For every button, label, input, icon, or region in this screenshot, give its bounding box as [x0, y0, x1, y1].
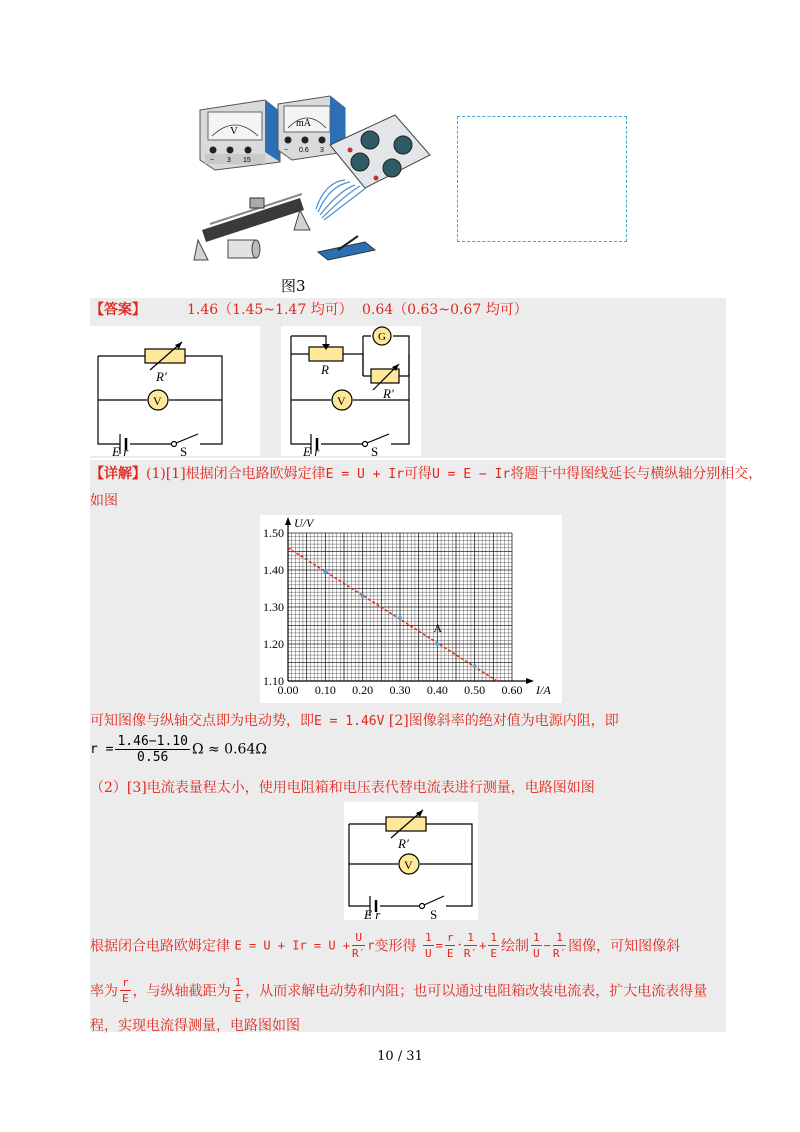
y-tick-label: 1.40: [263, 563, 284, 577]
wires: [316, 180, 366, 220]
answer-value-2: 0.64（0.63~0.67 均可）: [362, 302, 528, 318]
y-tick-label: 1.50: [263, 526, 284, 540]
u-i-chart: [260, 515, 562, 703]
x-tick-label: 0.30: [389, 683, 411, 697]
svg-text:R: R: [321, 362, 329, 377]
r-formula: r = $\frac{1.46-1.10}{0.56}$ Ω ≈ 0.64Ω: [90, 734, 267, 765]
x-axis-arrow: [526, 678, 534, 684]
svg-text:S: S: [371, 444, 379, 456]
detail-line-para4: 率为 $\frac{r}{E}$ ，与纵轴截距为 $\frac{1}{E}$ ，从而求解电动势和内阻；也可以通过电阻箱改装电流表，扩大电流表得量: [90, 976, 708, 1005]
detail-line-para3: 根据闭合电路欧姆定律 E = U + Ir = U + $\frac{U}{R'}$ r变形得 $\frac{1}{U}$ = $\frac{r}{E}$ · $\frac{1}{R'}$ + $\frac{1}{E}$ 绘制 $\frac{1}{U}$ − $\frac{1}{R'}$ 图像，可知图像斜: [90, 931, 681, 960]
svg-text:R′: R′: [156, 369, 167, 384]
data-point: [323, 570, 327, 574]
svg-text:3: 3: [320, 147, 324, 154]
svg-text:15: 15: [243, 157, 251, 164]
voltmeter-unit: V: [230, 125, 238, 137]
y-tick-label: 1.20: [263, 637, 284, 651]
figure3-caption: 图3: [281, 277, 306, 295]
x-tick-label: 0.50: [464, 683, 486, 697]
circuit-diagram-3: [344, 802, 478, 920]
page-number: 10 / 31: [377, 1049, 423, 1064]
detail-label: 【详解】: [90, 466, 146, 482]
x-tick-label: 0.20: [352, 683, 374, 697]
knife-switch: [318, 236, 375, 260]
svg-text:3: 3: [227, 157, 231, 164]
y-tick-label: 1.10: [263, 674, 284, 688]
y-axis-label: U/V: [294, 516, 314, 530]
y-axis-arrow: [285, 517, 291, 525]
data-point: [398, 616, 402, 620]
detail-line-1: 【详解】(1)[1]根据闭合电路欧姆定律E = U + Ir可得U = E − Ir将题干中得图线延长与横纵轴分别相交，: [90, 466, 763, 482]
x-tick-label: 0.60: [501, 683, 523, 697]
detail-part-2: （2）[3]电流表量程太小，使用电阻箱和电压表代替电流表进行测量，电路图如图: [90, 780, 595, 796]
svg-text:V: V: [337, 394, 346, 408]
x-tick-label: 0.00: [277, 683, 299, 697]
svg-text:R′: R′: [398, 836, 409, 851]
detail-line-3: 可知图像与纵轴交点即为电动势，即E = 1.46V [2]图像斜率的绝对值为电源内阻，即: [90, 713, 619, 729]
svg-text:V: V: [153, 394, 162, 408]
svg-text:0.6: 0.6: [299, 147, 309, 154]
svg-text:E r: E r: [364, 907, 381, 920]
circuit-diagram-1: [90, 326, 260, 456]
data-point: [473, 664, 477, 668]
figure3-placeholder-box: [457, 116, 627, 242]
detail-line-para5: 程，实现电流得测量，电路图如图: [90, 1018, 300, 1034]
point-a-label: A: [433, 621, 443, 635]
svg-text:E r: E r: [303, 444, 320, 456]
y-tick-label: 1.30: [263, 600, 284, 614]
x-axis-label: I/A: [536, 683, 551, 697]
detail-line-2: 如图: [90, 493, 118, 509]
circuit-diagram-2: [281, 326, 421, 456]
svg-text:S: S: [180, 444, 188, 456]
answer-label: 【答案】: [90, 302, 146, 318]
svg-text:−: −: [210, 157, 215, 164]
svg-text:S: S: [430, 907, 438, 920]
data-point: [361, 594, 365, 598]
data-point: [435, 642, 439, 646]
answer-value-1: 1.46（1.45~1.47 均可）: [187, 302, 353, 318]
apparatus-illustration: [180, 90, 440, 270]
svg-text:E r: E r: [112, 444, 129, 456]
ammeter-unit: mA: [296, 118, 311, 129]
figure3: [180, 90, 440, 270]
x-tick-label: 0.10: [314, 683, 336, 697]
svg-text:R′: R′: [383, 386, 394, 401]
svg-text:V: V: [404, 858, 413, 872]
x-tick-label: 0.40: [426, 683, 448, 697]
svg-text:G: G: [378, 331, 386, 343]
chart-container: [260, 515, 562, 703]
voltmeter: [200, 100, 280, 170]
r-fraction: $\frac{1.46-1.10}{0.56}$: [117, 734, 188, 765]
svg-text:−: −: [284, 147, 289, 154]
battery: [228, 240, 260, 258]
